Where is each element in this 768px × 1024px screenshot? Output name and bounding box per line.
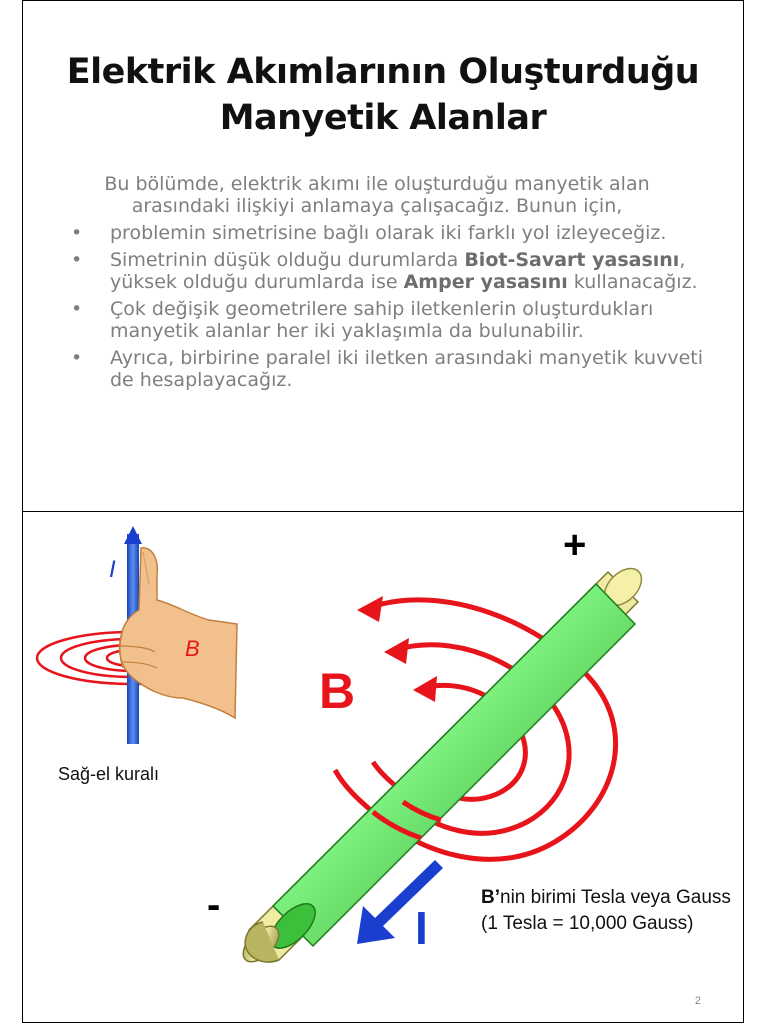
minus-terminal-label: - bbox=[207, 883, 221, 927]
title-line-2: Manyetik Alanlar bbox=[219, 98, 547, 138]
right-hand-rule-caption: Sağ-el kuralı bbox=[58, 764, 160, 784]
unit-line bbox=[481, 885, 731, 911]
slide-2 bbox=[22, 511, 744, 1023]
bullet-text: Ayrıca, birbirine paralel iki iletken arasındaki manyetik kuvveti de hesaplayacağız. bbox=[110, 347, 704, 391]
unit-note bbox=[481, 885, 731, 937]
field-arrowheads bbox=[357, 596, 437, 702]
intro-paragraph: Bu bölümde, elektrik akımı ile oluşturduğu manyetik alan arasındaki ilişkiyi anlamaya çalışacağız. Bunun için, bbox=[104, 173, 650, 217]
slide-title bbox=[23, 49, 743, 141]
field-label: B bbox=[319, 663, 356, 719]
bullet-text: , yüksek olduğu durumlarda ise bbox=[110, 249, 686, 293]
bullet-text: Simetrinin düşük olduğu durumlarda bbox=[110, 249, 465, 271]
bullet-text: kullanacağız. bbox=[567, 271, 698, 293]
unit-text: nin birimi Tesla veya Gauss bbox=[500, 887, 731, 908]
current-arrow-icon bbox=[124, 526, 142, 544]
bullet-dot: • bbox=[71, 249, 83, 271]
bullet-dot: • bbox=[71, 298, 83, 320]
bullet-text: Çok değişik geometrilere sahip iletkenlerin oluşturdukları manyetik alanlar her iki yaklaşımla da bulunabilir. bbox=[110, 298, 654, 342]
bullet-dot: • bbox=[71, 347, 83, 369]
plus-terminal-label: + bbox=[563, 523, 587, 567]
hand-field-label: B bbox=[185, 636, 200, 661]
bullet-item bbox=[71, 249, 703, 293]
unit-conversion: (1 Tesla = 10,000 Gauss) bbox=[481, 913, 694, 934]
bullet-dot: • bbox=[71, 222, 83, 244]
bullet-item bbox=[71, 347, 703, 391]
bullet-text: problemin simetrisine bağlı olarak iki farklı yol izleyeceğiz. bbox=[110, 222, 667, 244]
slide-1 bbox=[22, 0, 744, 513]
unit-symbol: B’ bbox=[481, 887, 500, 908]
bullet-bold-text: Amper yasasını bbox=[403, 271, 568, 293]
right-hand-rule-illustration bbox=[37, 526, 237, 744]
bullet-bold-text: Biot-Savart yasasını bbox=[464, 249, 680, 271]
bullet-item bbox=[71, 222, 703, 244]
bullet-list bbox=[71, 222, 703, 391]
hand-current-label: I bbox=[109, 556, 116, 583]
bullet-item bbox=[71, 298, 703, 342]
current-label: I bbox=[415, 902, 428, 954]
page-number: 2 bbox=[694, 995, 701, 1007]
title-line-1: Elektrik Akımlarının Oluşturduğu bbox=[66, 52, 700, 92]
slide-body bbox=[71, 173, 703, 396]
